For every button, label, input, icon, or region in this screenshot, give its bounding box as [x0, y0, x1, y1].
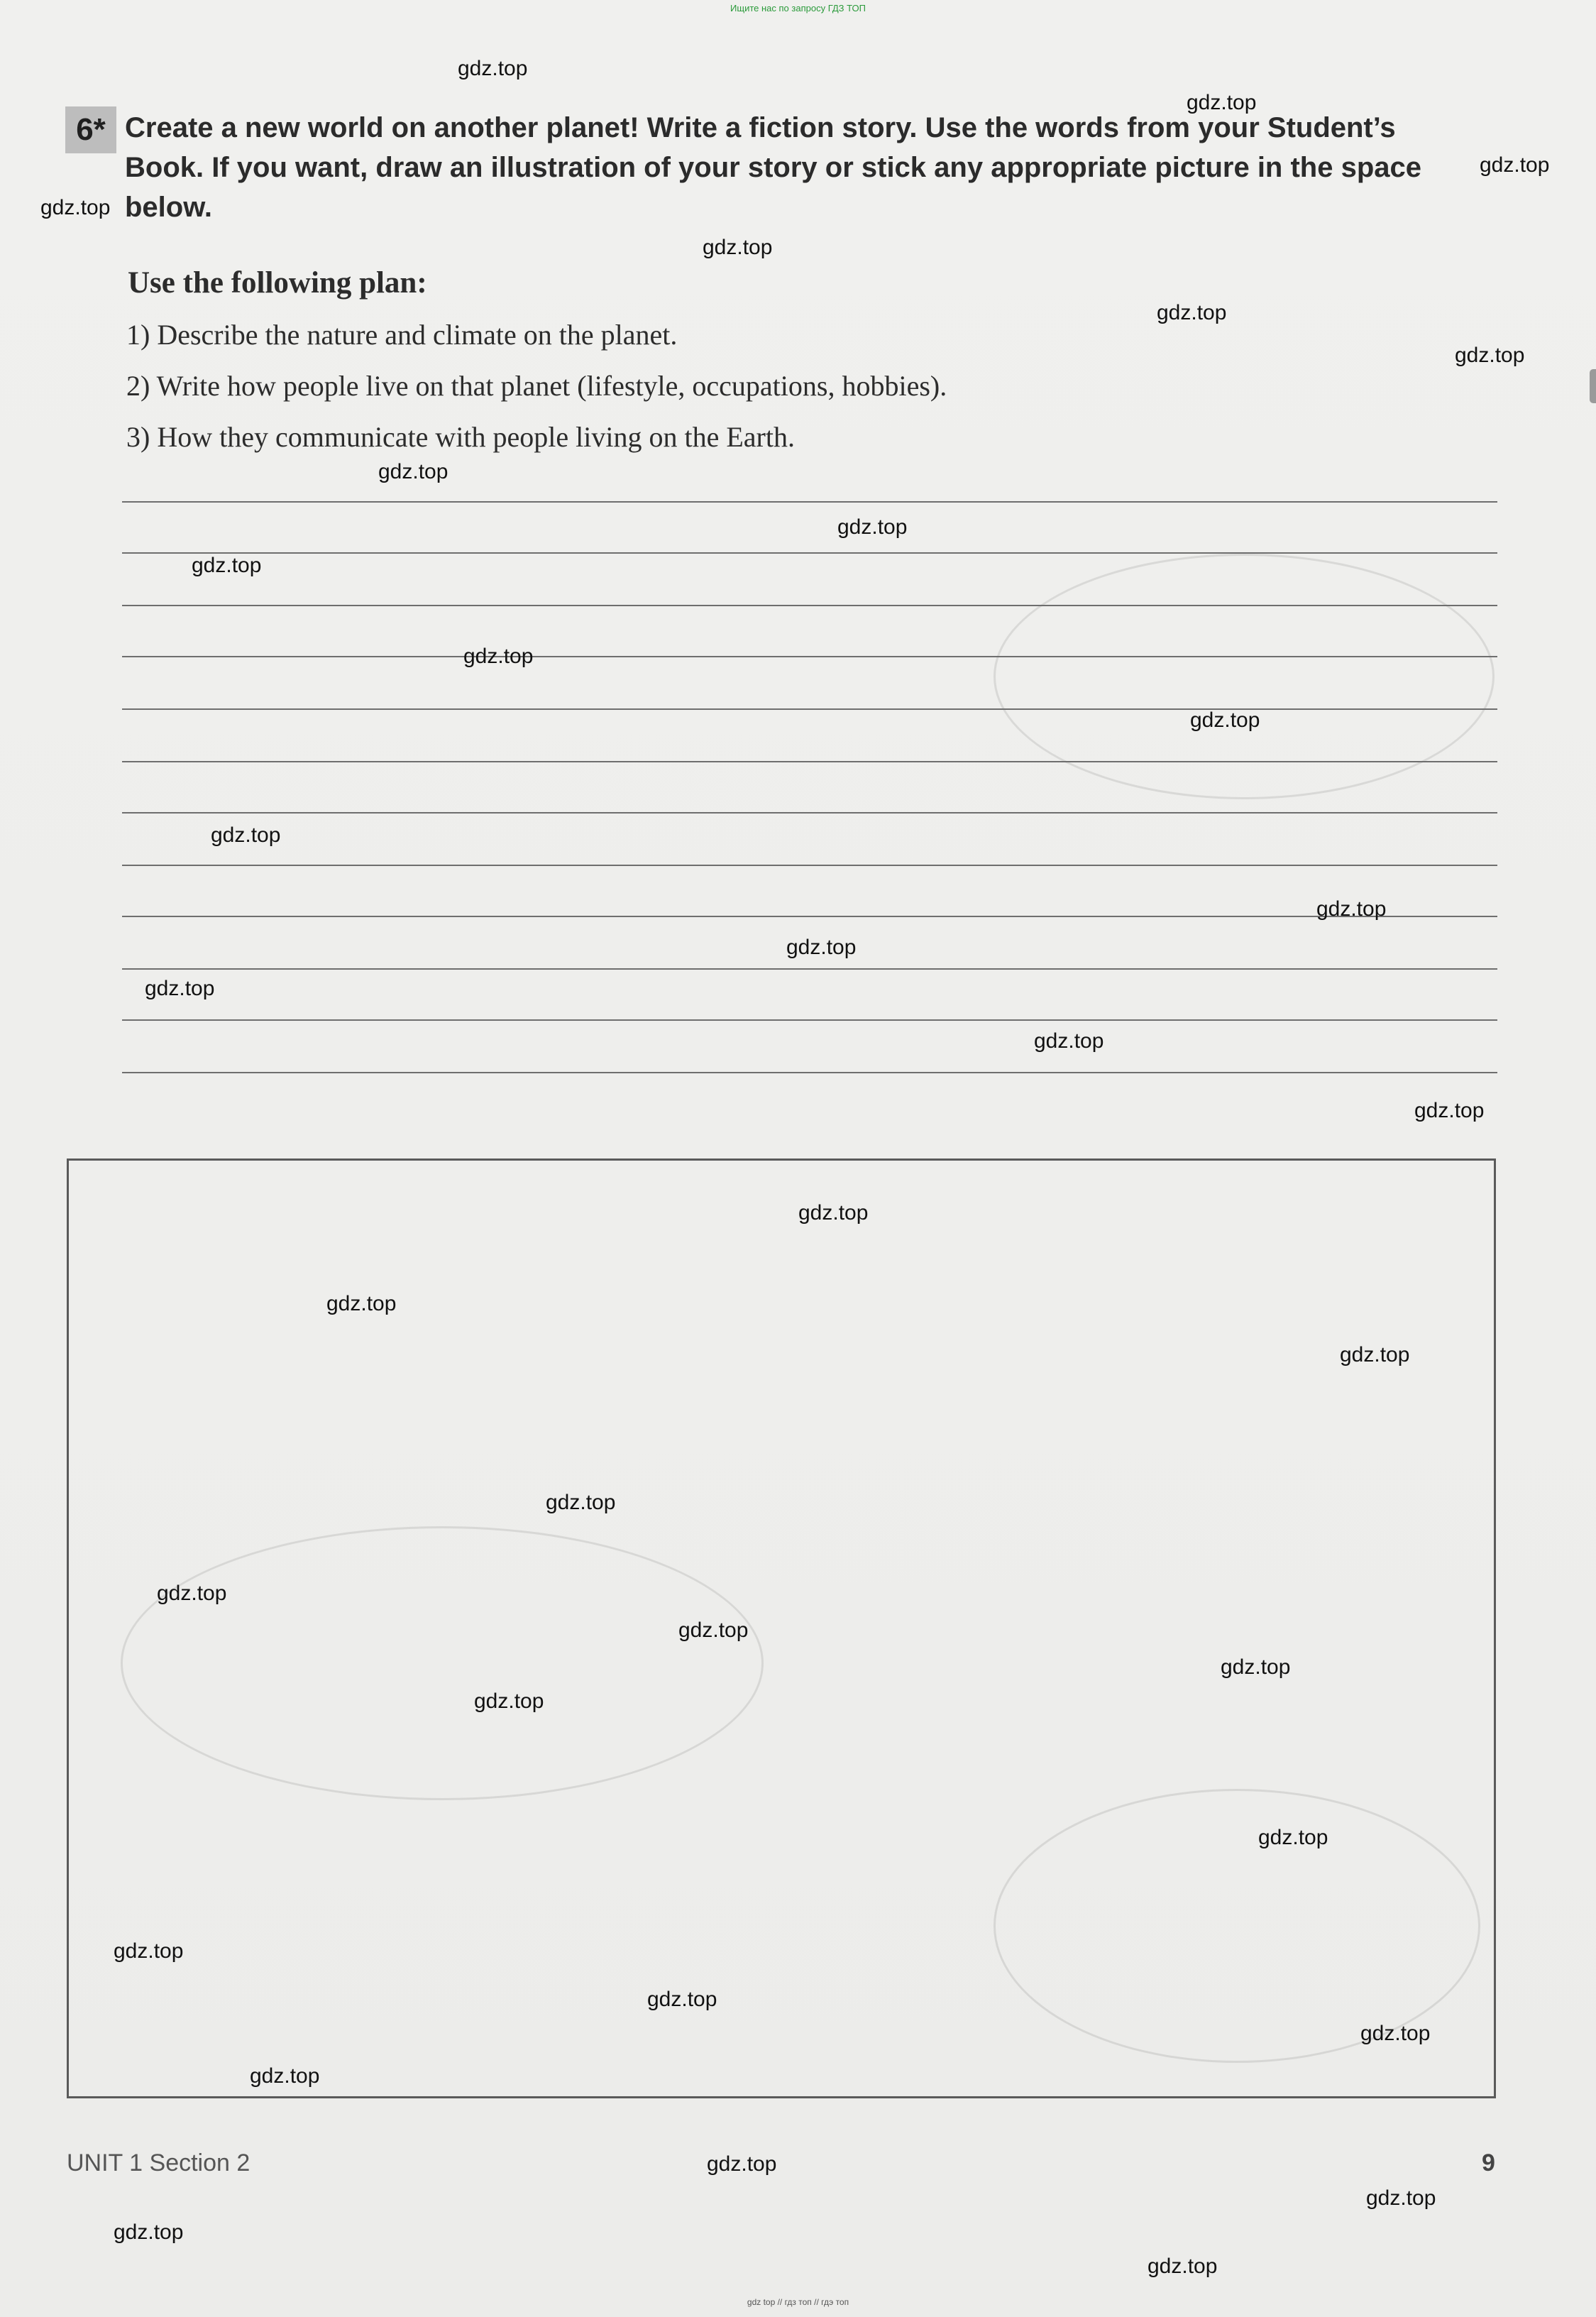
watermark: gdz.top [40, 196, 111, 219]
page-number: 9 [1482, 2149, 1495, 2176]
watermark: gdz.top [1316, 897, 1387, 921]
answer-line[interactable] [122, 1019, 1497, 1021]
answer-line[interactable] [122, 865, 1497, 866]
watermark: gdz.top [1034, 1029, 1104, 1053]
answer-line[interactable] [122, 916, 1497, 917]
plan-title: Use the following plan: [128, 266, 427, 300]
answer-line[interactable] [122, 812, 1497, 814]
answer-line[interactable] [122, 501, 1497, 503]
watermark: gdz.top [1360, 2022, 1431, 2045]
watermark: gdz.top [786, 936, 857, 959]
bottom-note: gdz top // гдз топ // гдэ топ [747, 2297, 849, 2307]
answer-line[interactable] [122, 968, 1497, 970]
watermark: gdz.top [1157, 301, 1227, 324]
footer-section: UNIT 1 Section 2 [67, 2149, 251, 2176]
watermark: gdz.top [145, 977, 215, 1000]
watermark: gdz.top [463, 645, 534, 668]
watermark: gdz.top [157, 1582, 227, 1605]
watermark: gdz.top [703, 236, 773, 259]
page-edge-mark [1590, 369, 1596, 403]
watermark: gdz.top [678, 1618, 749, 1642]
watermark: gdz.top [114, 1939, 184, 1963]
illustration-box[interactable] [67, 1158, 1496, 2098]
watermark: gdz.top [837, 515, 908, 539]
watermark: gdz.top [1414, 1099, 1485, 1122]
plan-item: 3) How they communicate with people living on the Earth. [126, 421, 795, 453]
answer-line[interactable] [122, 656, 1497, 657]
bleed-through-oval [994, 554, 1495, 799]
watermark: gdz.top [211, 823, 281, 847]
watermark: gdz.top [546, 1491, 616, 1514]
watermark: gdz.top [1221, 1655, 1291, 1679]
task-instruction: Create a new world on another planet! Write a fiction story. Use the words from your Student’s Book. If you want, draw an illustration of your story or stick any appropriate picture in the space below. [125, 112, 1422, 223]
plan-item: 2) Write how people live on that planet (lifestyle, occupations, hobbies). [126, 370, 947, 402]
watermark: gdz.top [326, 1292, 397, 1315]
answer-line[interactable] [122, 1072, 1497, 1073]
watermark: gdz.top [1480, 153, 1550, 177]
watermark: gdz.top [1187, 91, 1257, 114]
watermark: gdz.top [192, 554, 262, 577]
watermark: gdz.top [1190, 708, 1260, 732]
top-note: Ищите нас по запросу ГДЗ ТОП [730, 3, 866, 13]
watermark: gdz.top [378, 460, 448, 483]
watermark: gdz.top [1340, 1343, 1410, 1366]
watermark: gdz.top [707, 2152, 777, 2176]
watermark: gdz.top [798, 1201, 869, 1225]
watermark: gdz.top [647, 1988, 717, 2011]
watermark: gdz.top [458, 57, 528, 80]
task-number: 6* [65, 106, 116, 153]
plan-item: 1) Describe the nature and climate on the planet. [126, 319, 678, 351]
answer-line[interactable] [122, 552, 1497, 554]
watermark: gdz.top [1366, 2186, 1436, 2210]
watermark: gdz.top [1455, 344, 1525, 367]
watermark: gdz.top [250, 2064, 320, 2088]
answer-line[interactable] [122, 761, 1497, 762]
watermark: gdz.top [1258, 1826, 1328, 1849]
answer-line[interactable] [122, 605, 1497, 606]
watermark: gdz.top [474, 1689, 544, 1713]
answer-line[interactable] [122, 708, 1497, 710]
watermark: gdz.top [1148, 2255, 1218, 2278]
watermark: gdz.top [114, 2220, 184, 2244]
